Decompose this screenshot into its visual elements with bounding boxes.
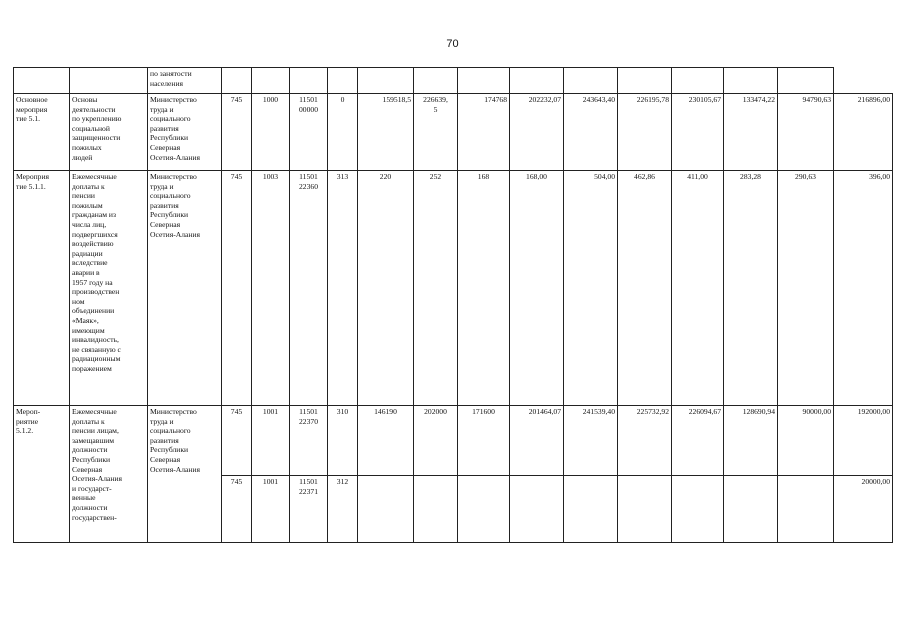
table-row <box>14 94 893 171</box>
program-name-cell: Основы деятельности по укреплению социальной защищенности пожилых людей <box>70 94 148 171</box>
value-cell: 504,00 <box>564 171 618 406</box>
value-cell: 168 <box>458 171 510 406</box>
grbs-cell <box>222 68 252 94</box>
value-cell <box>724 68 778 94</box>
value-cell <box>358 476 414 543</box>
value-cell: 396,00 <box>834 171 893 406</box>
table-row <box>14 171 893 406</box>
value-cell: 174768 <box>458 94 510 171</box>
table-row <box>14 406 893 476</box>
csr-cell: 11501 22360 <box>290 171 328 406</box>
value-cell <box>778 476 834 543</box>
vr-cell: 312 <box>328 476 358 543</box>
value-cell <box>414 476 458 543</box>
value-cell: 241539,40 <box>564 406 618 476</box>
value-cell <box>672 68 724 94</box>
rzpr-cell: 1001 <box>252 476 290 543</box>
value-cell <box>778 68 834 94</box>
value-cell <box>510 476 564 543</box>
value-cell <box>458 476 510 543</box>
value-cell: 202000 <box>414 406 458 476</box>
value-cell: 159518,5 <box>358 94 414 171</box>
value-cell <box>564 68 618 94</box>
value-cell: 230105,67 <box>672 94 724 171</box>
value-cell: 168,00 <box>510 171 564 406</box>
executor-cell: Министерство труда и социального развития Республики Северная Осетия-Алания <box>148 171 222 406</box>
vr-cell: 0 <box>328 94 358 171</box>
value-cell: 94790,63 <box>778 94 834 171</box>
value-cell: 201464,07 <box>510 406 564 476</box>
value-cell: 90000,00 <box>778 406 834 476</box>
value-cell: 226195,78 <box>618 94 672 171</box>
value-cell: 283,28 <box>724 171 778 406</box>
value-cell <box>564 476 618 543</box>
vr-cell: 310 <box>328 406 358 476</box>
value-cell <box>414 68 458 94</box>
value-cell <box>724 476 778 543</box>
csr-cell: 11501 00000 <box>290 94 328 171</box>
rzpr-cell: 1000 <box>252 94 290 171</box>
rzpr-cell: 1001 <box>252 406 290 476</box>
value-cell: 146190 <box>358 406 414 476</box>
value-cell <box>358 68 414 94</box>
value-cell: 216896,00 <box>834 94 893 171</box>
value-cell <box>672 476 724 543</box>
value-cell: 128690,94 <box>724 406 778 476</box>
csr-cell: 11501 22370 <box>290 406 328 476</box>
grbs-cell: 745 <box>222 406 252 476</box>
value-cell: 220 <box>358 171 414 406</box>
table-row <box>14 68 893 94</box>
value-cell: 226094,67 <box>672 406 724 476</box>
vr-cell: 313 <box>328 171 358 406</box>
executor-cell: Министерство труда и социального развития Республики Северная Осетия-Алания <box>148 94 222 171</box>
program-code-cell: Мероп- риятие 5.1.2. <box>14 406 70 543</box>
executor-cell: Министерство труда и социального развития Республики Северная Осетия-Алания <box>148 406 222 543</box>
value-cell <box>618 476 672 543</box>
value-cell: 171600 <box>458 406 510 476</box>
value-cell <box>510 68 564 94</box>
csr-cell: 11501 22371 <box>290 476 328 543</box>
vr-cell <box>328 68 358 94</box>
budget-table <box>13 67 893 543</box>
value-cell: 202232,07 <box>510 94 564 171</box>
program-code-cell: Основное мероприя тие 5.1. <box>14 94 70 171</box>
program-name-cell <box>70 68 148 94</box>
value-cell: 252 <box>414 171 458 406</box>
value-cell: 243643,40 <box>564 94 618 171</box>
program-code-cell <box>14 68 70 94</box>
value-cell: 411,00 <box>672 171 724 406</box>
value-cell: 225732,92 <box>618 406 672 476</box>
value-cell <box>458 68 510 94</box>
value-cell: 192000,00 <box>834 406 893 476</box>
grbs-cell: 745 <box>222 476 252 543</box>
grbs-cell: 745 <box>222 171 252 406</box>
value-cell: 290,63 <box>778 171 834 406</box>
program-code-cell: Мероприя тие 5.1.1. <box>14 171 70 406</box>
page-number: 70 <box>446 38 459 50</box>
value-cell: 20000,00 <box>834 476 893 543</box>
executor-cell: по занятости населения <box>148 68 222 94</box>
value-cell <box>618 68 672 94</box>
value-cell: 133474,22 <box>724 94 778 171</box>
rzpr-cell <box>252 68 290 94</box>
value-cell: 226639, 5 <box>414 94 458 171</box>
csr-cell <box>290 68 328 94</box>
rzpr-cell: 1003 <box>252 171 290 406</box>
program-name-cell: Ежемесячные доплаты к пенсии пожилым гражданам из числа лиц, подвергшихся воздействию радиации вследствие аварии в 1957 году на производствен ном объединении «Маяк», имеющим инвалидность, не связанную с радиационным поражением <box>70 171 148 406</box>
value-cell: 462,86 <box>618 171 672 406</box>
grbs-cell: 745 <box>222 94 252 171</box>
program-name-cell: Ежемесячные доплаты к пенсии лицам, замещавшим должности Республики Северная Осетия-Алания и государст- венные должности государствен- <box>70 406 148 543</box>
